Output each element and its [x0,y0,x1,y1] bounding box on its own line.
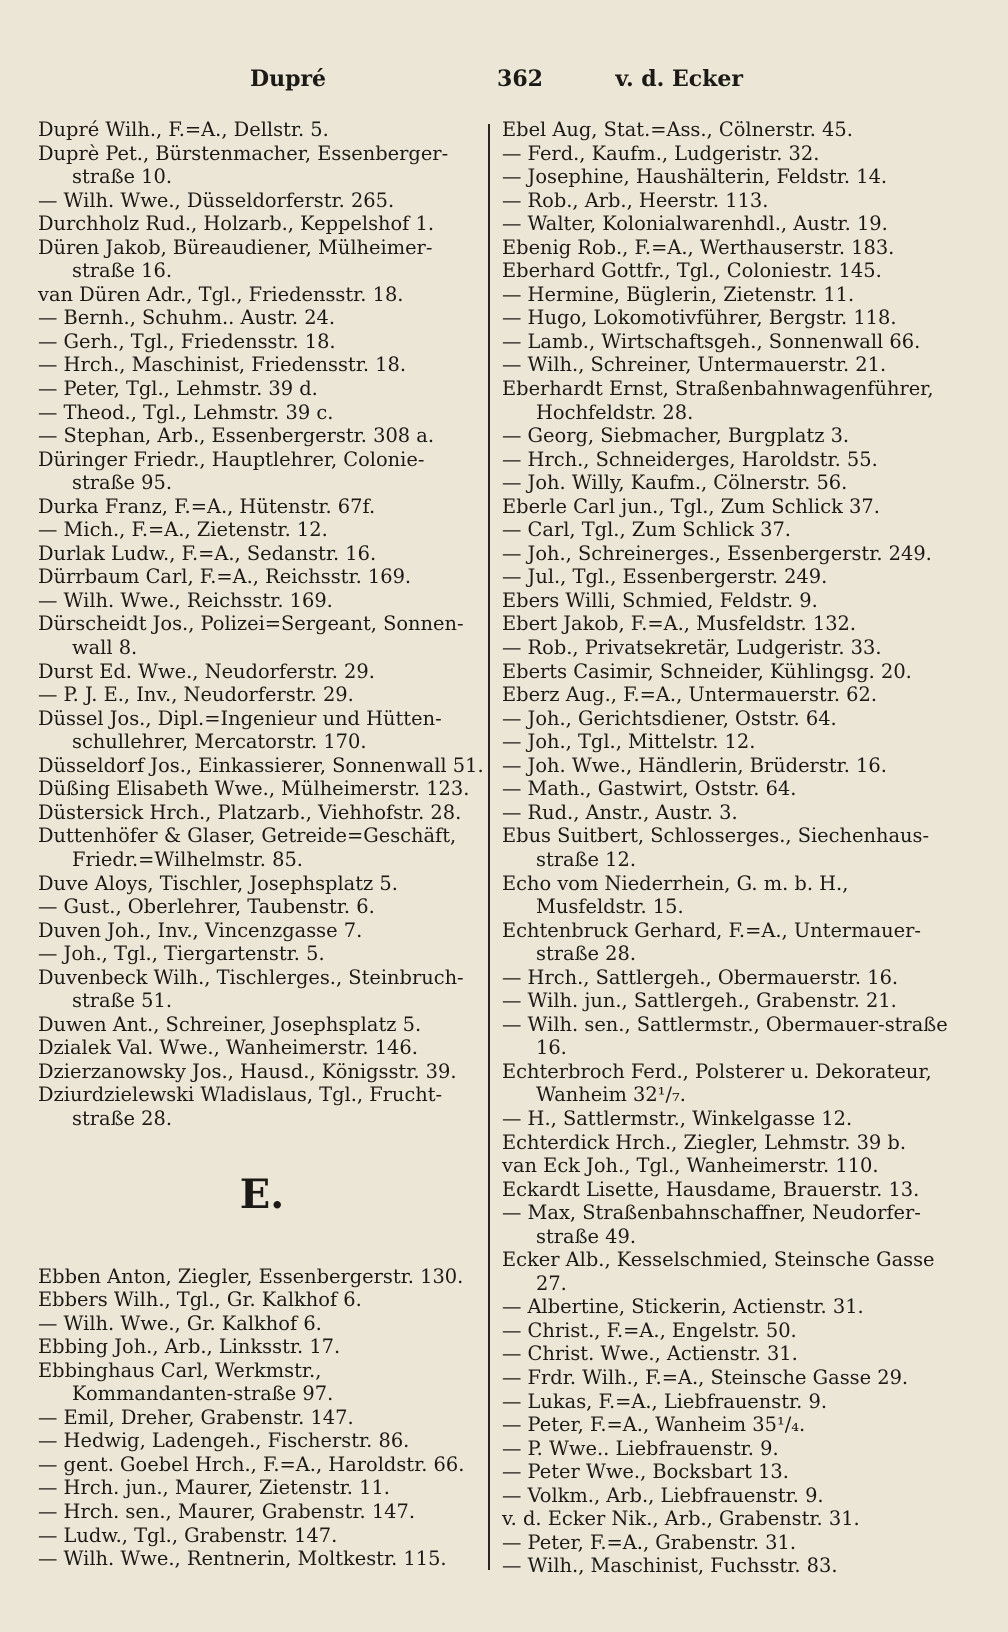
directory-entry: Dürrbaum Carl, F.=A., Reichsstr. 169. [38,565,412,589]
directory-entry: — Joh., Gerichtsdiener, Oststr. 64. [502,706,837,730]
directory-entry: — Wilh. Wwe., Rentnerin, Moltkestr. 115. [38,1547,447,1571]
directory-entry: Düren Jakob, Büreaudiener, Mülheimer-straße 16. [38,235,433,283]
directory-entry: Ebert Jakob, F.=A., Musfeldstr. 132. [502,612,857,636]
left-column [38,118,486,1571]
directory-entry: — Albertine, Stickerin, Actienstr. 31. [502,1295,864,1319]
directory-entry: — Joh., Tgl., Mittelstr. 12. [502,730,756,754]
directory-entry: Ebers Willi, Schmied, Feldstr. 9. [502,588,818,612]
directory-entry: — Ferd., Kaufm., Ludgeristr. 32. [502,141,820,165]
directory-entry: Echterdick Hrch., Ziegler, Lehmstr. 39 b. [502,1130,907,1154]
directory-entry: Durka Franz, F.=A., Hütenstr. 67f. [38,494,376,518]
directory-entry: — Peter, F.=A., Wanheim 35¹/₄. [502,1413,806,1437]
directory-entry: Ebbinghaus Carl, Werkmstr., Kommandanten-straße 97. [38,1358,334,1406]
directory-entry: — Hrch., Sattlergeh., Obermauerstr. 16. [502,965,899,989]
directory-entry: Ebenig Rob., F.=A., Werthauserstr. 183. [502,235,895,259]
directory-entry: — P. J. E., Inv., Neudorferstr. 29. [38,683,354,707]
directory-entry: — Rud., Anstr., Austr. 3. [502,800,738,824]
directory-entry: — Lukas, F.=A., Liebfrauenstr. 9. [502,1389,827,1413]
directory-entry: — Emil, Dreher, Grabenstr. 147. [38,1405,354,1429]
directory-entry: — Bernh., Schuhm.. Austr. 24. [38,306,336,330]
directory-entry: Duve Aloys, Tischler, Josephsplatz 5. [38,871,398,895]
directory-entry: Eberts Casimir, Schneider, Kühlingsg. 20. [502,659,912,683]
directory-entry: — Rob., Arb., Heerstr. 113. [502,188,769,212]
directory-entry: — Peter, Tgl., Lehmstr. 39 d. [38,377,318,401]
directory-entry: Eberhard Gottfr., Tgl., Coloniestr. 145. [502,259,882,283]
directory-entry: Eberz Aug., F.=A., Untermauerstr. 62. [502,683,878,707]
directory-entry: — Theod., Tgl., Lehmstr. 39 c. [38,400,334,424]
directory-entry: — Carl, Tgl., Zum Schlick 37. [502,518,791,542]
left-entries-bottom [38,1265,486,1571]
directory-entry: — Wilh., Schreiner, Untermauerstr. 21. [502,353,887,377]
directory-entry: — Ludw., Tgl., Grabenstr. 147. [38,1523,338,1547]
directory-entry: — Joh. Willy, Kaufm., Cölnerstr. 56. [502,471,848,495]
directory-entry: — P. Wwe.. Liebfrauenstr. 9. [502,1436,779,1460]
directory-entry: Echtenbruck Gerhard, F.=A., Untermauer-straße 28. [502,918,921,966]
directory-entry: — Wilh. Wwe., Gr. Kalkhof 6. [38,1311,322,1335]
directory-entry: Durst Ed. Wwe., Neudorferstr. 29. [38,659,375,683]
directory-entry: — Hedwig, Ladengeh., Fischerstr. 86. [38,1429,410,1453]
page-number: 362 [497,66,543,92]
directory-entry: Durlak Ludw., F.=A., Sedanstr. 16. [38,541,377,565]
directory-entry: — Wilh. Wwe., Düsseldorferstr. 265. [38,188,395,212]
directory-entry: — Hrch., Schneiderges, Haroldstr. 55. [502,447,878,471]
directory-entry: Duwen Ant., Schreiner, Josephsplatz 5. [38,1012,422,1036]
directory-entry: — Jul., Tgl., Essenbergerstr. 249. [502,565,828,589]
directory-entry: — Joh., Tgl., Tiergartenstr. 5. [38,942,325,966]
directory-entry: Düsseldorf Jos., Einkassierer, Sonnenwall 51. [38,753,484,777]
directory-entry: — Hugo, Lokomotivführer, Bergstr. 118. [502,306,897,330]
directory-entry: — Hrch. jun., Maurer, Zietenstr. 11. [38,1476,390,1500]
directory-entry: Duvenbeck Wilh., Tischlerges., Steinbruch-straße 51. [38,965,464,1013]
directory-entry: Dziurdzielewski Wladislaus, Tgl., Frucht-straße 28. [38,1083,443,1130]
directory-entry: van Eck Joh., Tgl., Wanheimerstr. 110. [502,1154,879,1178]
directory-entry: — gent. Goebel Hrch., F.=A., Haroldstr. 66. [38,1452,465,1476]
directory-entry: Düßing Elisabeth Wwe., Mülheimerstr. 123. [38,777,470,801]
directory-entry: — Hermine, Büglerin, Zietenstr. 11. [502,282,855,306]
directory-entry: Düssel Jos., Dipl.=Ingenieur und Hütten-schullehrer, Mercatorstr. 170. [38,706,442,754]
directory-entry: Ebben Anton, Ziegler, Essenbergerstr. 130. [38,1264,464,1288]
directory-entry: — Hrch. sen., Maurer, Grabenstr. 147. [38,1499,416,1523]
directory-entry: — Wilh. Wwe., Reichsstr. 169. [38,588,333,612]
directory-entry: v. d. Ecker Nik., Arb., Grabenstr. 31. [502,1507,860,1531]
directory-entry: — Christ. Wwe., Actienstr. 31. [502,1342,798,1366]
directory-entry: Duprè Pet., Bürstenmacher, Essenberger-straße 10. [38,141,449,189]
left-entries-top [38,118,486,1131]
directory-entry: — Gerh., Tgl., Friedensstr. 18. [38,329,336,353]
directory-entry: — Mich., F.=A., Zietenstr. 12. [38,518,328,542]
directory-entry: Dupré Wilh., F.=A., Dellstr. 5. [38,118,329,141]
directory-entry: van Düren Adr., Tgl., Friedensstr. 18. [38,282,404,306]
directory-entry: Ebbing Joh., Arb., Linksstr. 17. [38,1335,341,1359]
directory-entry: Düringer Friedr., Hauptlehrer, Colonie-straße 95. [38,447,425,495]
directory-entry: Duttenhöfer & Glaser, Getreide=Geschäft, Friedr.=Wilhelmstr. 85. [38,824,457,871]
directory-entry: — Stephan, Arb., Essenbergerstr. 308 a. [38,424,435,448]
directory-entry: — Gust., Oberlehrer, Taubenstr. 6. [38,895,375,919]
directory-entry: — Joh. Wwe., Händlerin, Brüderstr. 16. [502,753,887,777]
directory-entry: Eckardt Lisette, Hausdame, Brauerstr. 13. [502,1177,920,1201]
directory-entry: Ebus Suitbert, Schlosserges., Siechenhaus-straße 12. [502,824,930,871]
directory-entry: — H., Sattlermstr., Winkelgasse 12. [502,1106,853,1130]
directory-entry: — Hrch., Maschinist, Friedensstr. 18. [38,353,407,377]
directory-entry: Echo vom Niederrhein, G. m. b. H., Musfeldstr. 15. [502,871,849,919]
directory-entry: — Josephine, Haushälterin, Feldstr. 14. [502,165,888,189]
directory-entry: — Walter, Kolonialwarenhdl., Austr. 19. [502,212,888,236]
right-column [502,118,950,1578]
directory-entry: Echterbroch Ferd., Polsterer u. Dekorateur, Wanheim 32¹/₇. [502,1059,932,1107]
section-letter-heading: E. [239,1170,285,1218]
directory-entry: Dzierzanowsky Jos., Hausd., Königsstr. 39. [38,1059,457,1083]
header-left-keyword: Dupré [250,66,327,92]
directory-entry: Eberhardt Ernst, Straßenbahnwagenführer, Hochfeldstr. 28. [502,377,934,424]
directory-entry: Durchholz Rud., Holzarb., Keppelshof 1. [38,212,435,236]
directory-entry: — Max, Straßenbahnschaffner, Neudorfer-straße 49. [502,1201,921,1248]
directory-entry: — Rob., Privatsekretär, Ludgeristr. 33. [502,636,882,660]
directory-entry: Ebel Aug, Stat.=Ass., Cölnerstr. 45. [502,118,853,141]
directory-entry: — Christ., F.=A., Engelstr. 50. [502,1318,797,1342]
directory-entry: — Wilh. jun., Sattlergeh., Grabenstr. 21. [502,989,897,1013]
directory-entry: — Georg, Siebmacher, Burgplatz 3. [502,424,850,448]
right-entries [502,118,950,1578]
directory-entry: Dürscheidt Jos., Polizei=Sergeant, Sonnen-wall 8. [38,612,464,660]
directory-entry: — Wilh., Maschinist, Fuchsstr. 83. [502,1554,838,1578]
directory-entry: — Frdr. Wilh., F.=A., Steinsche Gasse 29. [502,1365,909,1389]
directory-entry: Eberle Carl jun., Tgl., Zum Schlick 37. [502,494,880,518]
directory-entry: — Lamb., Wirtschaftsgeh., Sonnenwall 66. [502,329,921,353]
directory-entry: Düstersick Hrch., Platzarb., Viehhofstr. 28. [38,800,462,824]
directory-entry: Duven Joh., Inv., Vincenzgasse 7. [38,918,363,942]
header-right-keyword: v. d. Ecker [615,66,743,92]
page-header [40,66,968,106]
directory-entry: Ebbers Wilh., Tgl., Gr. Kalkhof 6. [38,1288,362,1312]
directory-entry: — Volkm., Arb., Liebfrauenstr. 9. [502,1483,824,1507]
directory-entry: Dzialek Val. Wwe., Wanheimerstr. 146. [38,1036,418,1060]
directory-entry: Ecker Alb., Kesselschmied, Steinsche Gasse 27. [502,1248,935,1295]
directory-entry: — Joh., Schreinerges., Essenbergerstr. 249. [502,541,932,565]
directory-entry: — Math., Gastwirt, Oststr. 64. [502,777,797,801]
column-divider [488,124,490,1570]
directory-entry: — Peter Wwe., Bocksbart 13. [502,1460,789,1484]
directory-entry: — Wilh. sen., Sattlermstr., Obermauer-straße 16. [502,1012,948,1060]
directory-entry: — Peter, F.=A., Grabenstr. 31. [502,1530,797,1554]
